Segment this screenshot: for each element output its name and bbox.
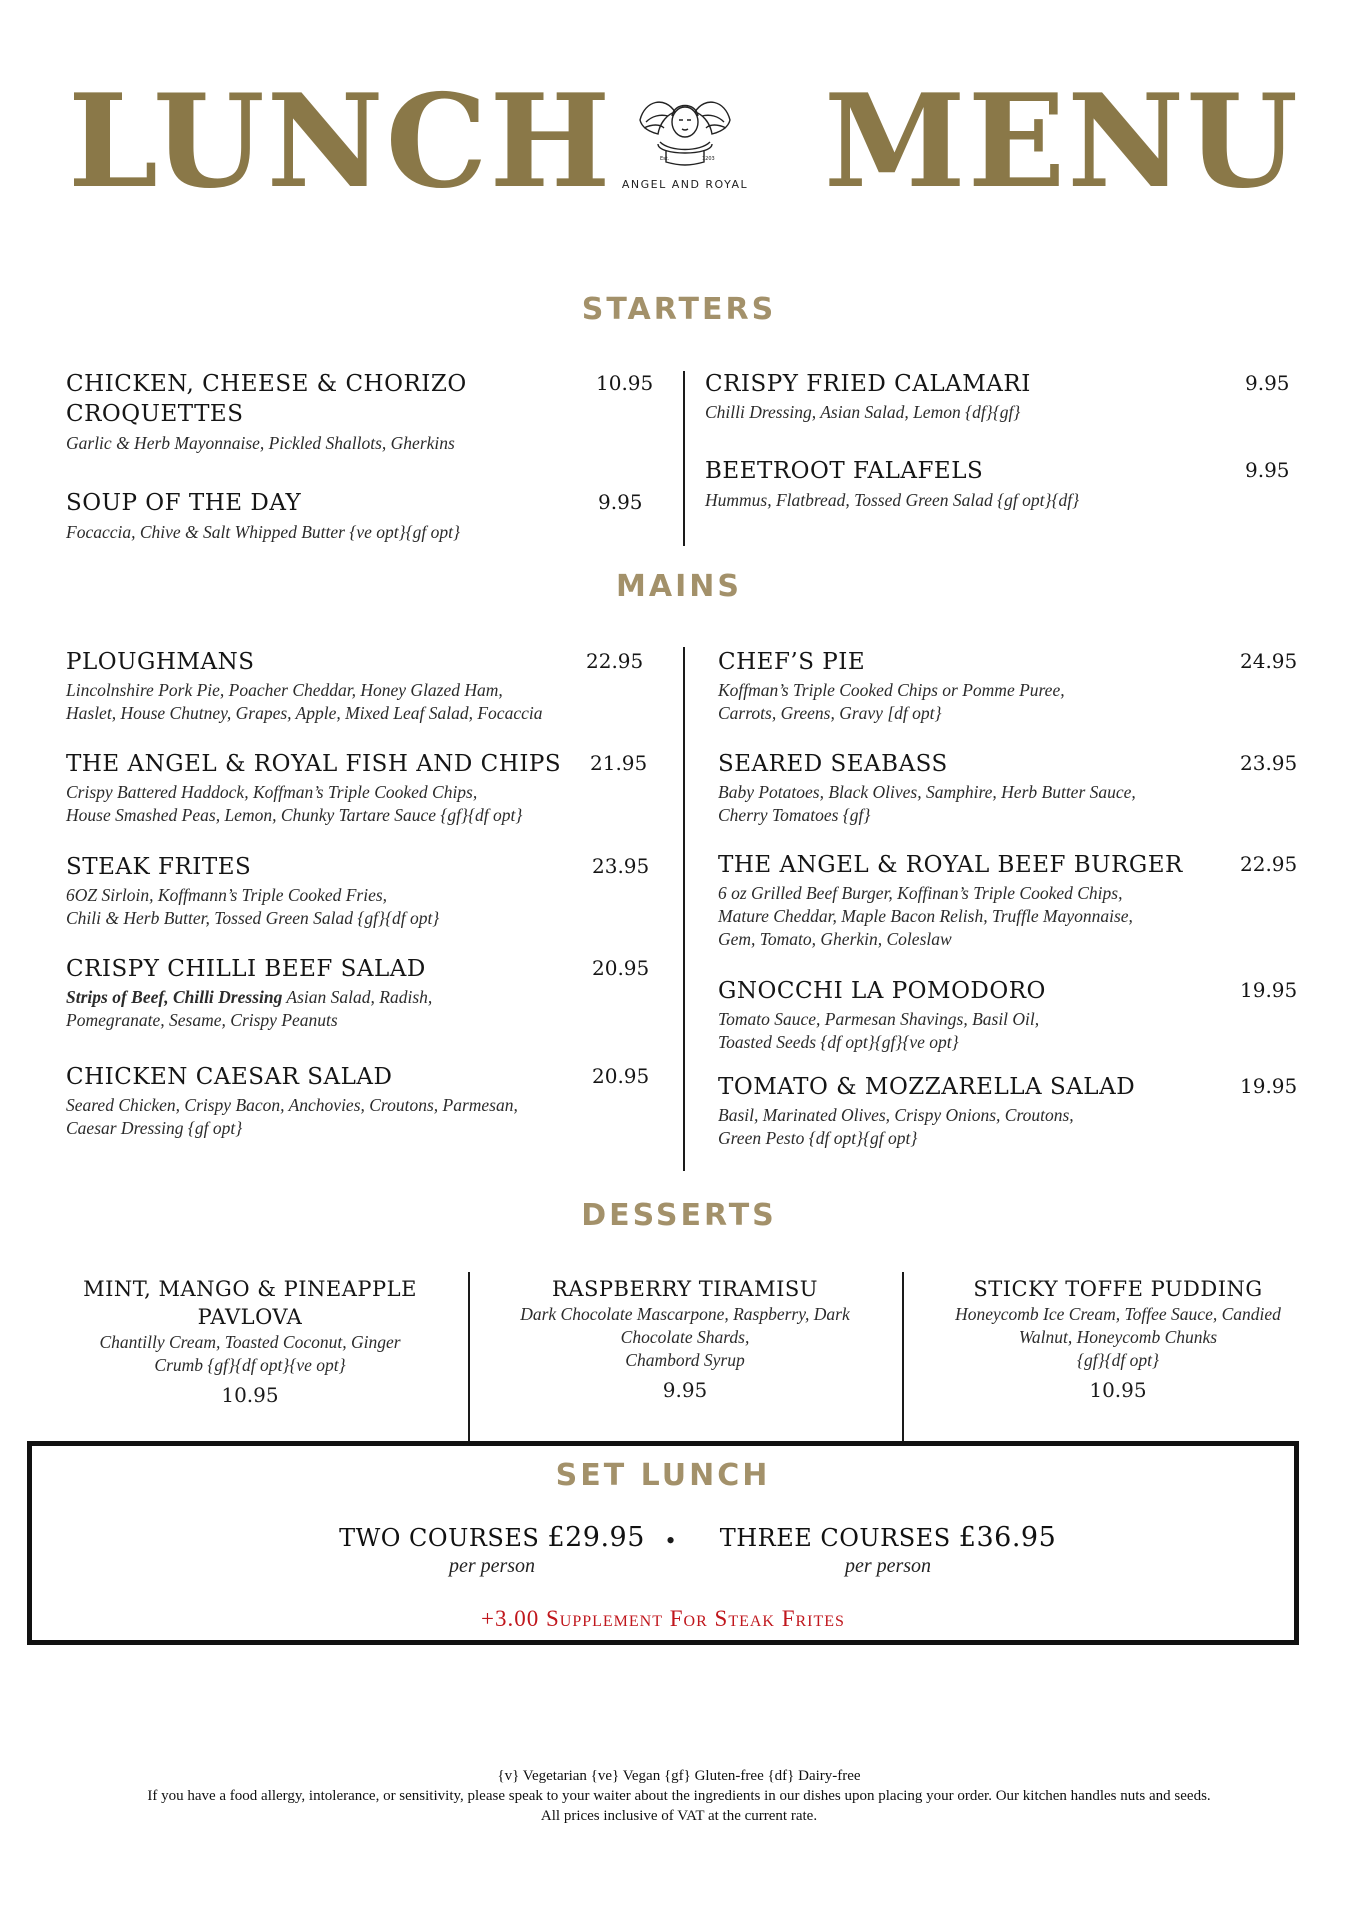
menu-item: [705, 456, 1295, 512]
item-price: 10.95: [1089, 1378, 1147, 1402]
item-price: 9.95: [598, 490, 643, 514]
item-price: 19.95: [1240, 978, 1298, 1002]
item-name: PLOUGHMANS: [66, 649, 255, 675]
per-person-label: per person: [844, 1555, 932, 1577]
column-divider: [902, 1272, 904, 1442]
two-courses-offer: [332, 1522, 652, 1578]
item-price: 24.95: [1240, 649, 1298, 673]
dessert-item: [908, 1275, 1328, 1402]
dessert-item: [40, 1275, 460, 1407]
item-name: RASPBERRY TIRAMISU: [552, 1277, 818, 1301]
menu-item: [66, 852, 666, 930]
item-desc-bold: Strips of Beef, Chilli Dressing: [66, 987, 283, 1007]
item-desc: Garlic & Herb Mayonnaise, Pickled Shallots, Gherkins: [66, 433, 455, 453]
menu-item: [718, 976, 1318, 1054]
item-desc: Focaccia, Chive & Salt Whipped Butter {ve opt}{gf opt}: [66, 522, 460, 542]
column-divider: [683, 647, 685, 1171]
logo-text: ANGEL AND ROYAL: [621, 178, 749, 191]
three-courses-label: THREE COURSES: [719, 1524, 951, 1552]
item-desc: Dark Chocolate Mascarpone, Raspberry, Dark Chocolate Shards, Chambord Syrup: [520, 1304, 850, 1370]
menu-item: [718, 1072, 1318, 1150]
item-price: 10.95: [221, 1383, 279, 1407]
menu-item: [66, 369, 656, 455]
item-name: STICKY TOFFE PUDDING: [973, 1277, 1263, 1301]
item-desc: Basil, Marinated Olives, Crispy Onions, Croutons, Green Pesto {df opt}{gf opt}: [718, 1105, 1074, 1148]
menu-item: [718, 647, 1318, 725]
desserts-heading: DESSERTS: [581, 1198, 777, 1233]
item-desc: [66, 986, 666, 1032]
menu-item: [718, 850, 1318, 951]
menu-item: [66, 1062, 666, 1140]
per-person-label: per person: [448, 1555, 536, 1577]
item-desc: 6OZ Sirloin, Koffmann’s Triple Cooked Fries, Chili & Herb Butter, Tossed Green Salad {gf}{df opt}: [66, 885, 440, 928]
mains-heading: MAINS: [616, 569, 742, 604]
dessert-item: [475, 1275, 895, 1402]
item-desc: Hummus, Flatbread, Tossed Green Salad {gf opt}{df}: [705, 490, 1080, 510]
title-menu: MENU: [824, 67, 1300, 217]
item-desc: 6 oz Grilled Beef Burger, Koffinan’s Triple Cooked Chips, Mature Cheddar, Maple Bacon Relish, Truffle Mayonnaise, Gem, Tomato, Gherkin, Coleslaw: [718, 883, 1133, 949]
item-name: CHEF’S PIE: [718, 649, 866, 675]
logo-est: Est.: [660, 156, 670, 162]
two-courses-label: TWO COURSES: [339, 1524, 540, 1552]
set-lunch-heading: SET LUNCH: [555, 1458, 771, 1493]
item-price: 20.95: [592, 1064, 650, 1088]
starters-heading: STARTERS: [581, 292, 777, 327]
item-name: CHICKEN, CHEESE & CHORIZO CROQUETTES: [66, 371, 467, 427]
item-desc: Seared Chicken, Crispy Bacon, Anchovies, Croutons, Parmesan, Caesar Dressing {gf opt}: [66, 1095, 518, 1138]
item-desc: Honeycomb Ice Cream, Toffee Sauce, Candied Walnut, Honeycomb Chunks {gf}{df opt}: [955, 1304, 1281, 1370]
menu-item: [66, 749, 666, 827]
item-name: CRISPY CHILLI BEEF SALAD: [66, 956, 426, 982]
item-desc: Lincolnshire Pork Pie, Poacher Cheddar, Honey Glazed Ham, Haslet, House Chutney, Grapes, Apple, Mixed Leaf Salad, Focaccia: [66, 680, 543, 723]
item-price: 10.95: [596, 371, 654, 395]
item-desc: Chantilly Cream, Toasted Coconut, Ginger Crumb {gf}{df opt}{ve opt}: [99, 1332, 401, 1375]
three-courses-price: £36.95: [958, 1522, 1057, 1553]
item-name: CHICKEN CAESAR SALAD: [66, 1064, 393, 1090]
three-courses-offer: [708, 1522, 1068, 1578]
item-name: MINT, MANGO & PINEAPPLE PAVLOVA: [83, 1277, 417, 1329]
angel-crest-icon: [630, 92, 740, 170]
item-price: 21.95: [590, 751, 648, 775]
menu-item: [66, 647, 666, 725]
angel-and-royal-logo: [615, 92, 755, 191]
two-courses-price: £29.95: [547, 1522, 645, 1553]
item-name: TOMATO & MOZZARELLA SALAD: [718, 1074, 1136, 1100]
vat-notice: All prices inclusive of VAT at the current rate.: [540, 1808, 818, 1824]
bullet-separator: •: [666, 1526, 676, 1555]
item-desc: Tomato Sauce, Parmesan Shavings, Basil Oil, Toasted Seeds {df opt}{gf}{ve opt}: [718, 1009, 1040, 1052]
item-desc-rest: Asian Salad, Radish, Pomegranate, Sesame, Crispy Peanuts: [66, 987, 433, 1030]
item-price: 22.95: [586, 649, 644, 673]
menu-item: [66, 488, 656, 544]
menu-item: [66, 954, 666, 1032]
menu-item: [718, 749, 1318, 827]
item-price: 20.95: [592, 956, 650, 980]
item-name: SOUP OF THE DAY: [66, 490, 302, 516]
item-price: 19.95: [1240, 1074, 1298, 1098]
allergy-notice: If you have a food allergy, intolerance, or sensitivity, please speak to your waiter about the ingredients in our dishes upon placing your order. Our kitchen handles nuts and seeds.: [147, 1788, 1211, 1804]
menu-item: [705, 369, 1295, 424]
steak-frites-supplement: +3.00 Supplement For Steak Frites: [481, 1606, 845, 1631]
item-price: 23.95: [592, 854, 650, 878]
item-name: CRISPY FRIED CALAMARI: [705, 371, 1031, 397]
logo-year: 1203: [702, 156, 715, 162]
item-desc: Baby Potatoes, Black Olives, Samphire, Herb Butter Sauce, Cherry Tomatoes {gf}: [718, 782, 1136, 825]
item-desc: Koffman’s Triple Cooked Chips or Pomme Puree, Carrots, Greens, Gravy [df opt}: [718, 680, 1065, 723]
item-desc: Crispy Battered Haddock, Koffman’s Triple Cooked Chips, House Smashed Peas, Lemon, Chunky Tartare Sauce {gf}{df opt}: [66, 782, 523, 825]
item-price: 9.95: [1245, 371, 1290, 395]
footer: [0, 1766, 1358, 1826]
item-name: SEARED SEABASS: [718, 751, 948, 777]
item-price: 22.95: [1240, 852, 1298, 876]
item-name: STEAK FRITES: [66, 854, 252, 880]
column-divider: [683, 371, 685, 546]
dietary-legend: {v} Vegetarian {ve} Vegan {gf} Gluten-free {df} Dairy-free: [497, 1768, 861, 1784]
set-lunch-box: [27, 1441, 1299, 1645]
item-name: GNOCCHI LA POMODORO: [718, 978, 1046, 1004]
item-price: 23.95: [1240, 751, 1298, 775]
item-price: 9.95: [1245, 458, 1290, 482]
item-name: THE ANGEL & ROYAL FISH AND CHIPS: [66, 751, 562, 777]
item-desc: Chilli Dressing, Asian Salad, Lemon {df}{gf}: [705, 402, 1021, 422]
title-lunch: LUNCH: [68, 67, 613, 217]
column-divider: [468, 1272, 470, 1442]
item-name: BEETROOT FALAFELS: [705, 458, 984, 484]
item-price: 9.95: [662, 1378, 708, 1402]
item-name: THE ANGEL & ROYAL BEEF BURGER: [718, 852, 1183, 878]
